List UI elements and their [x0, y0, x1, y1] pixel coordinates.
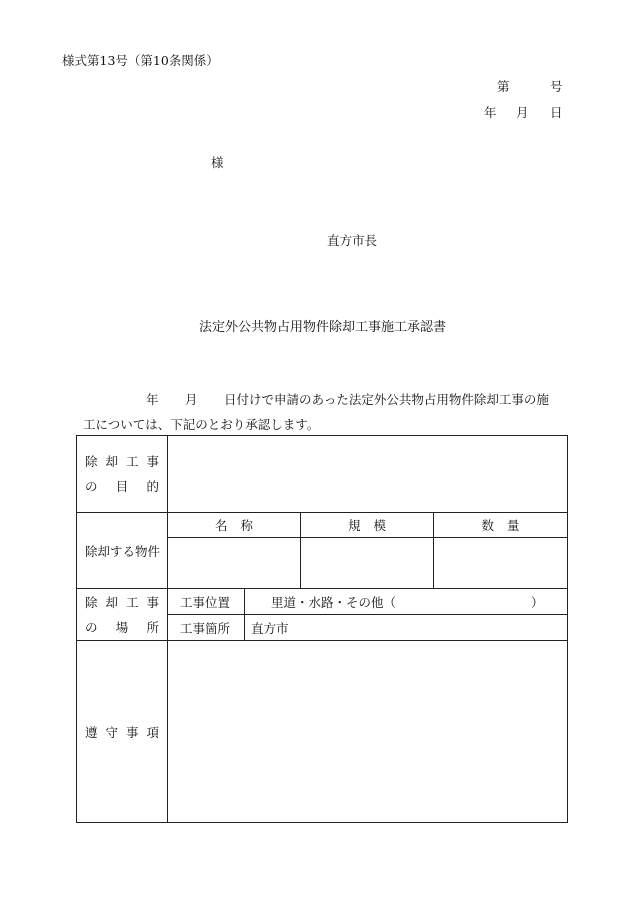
location-label-line-1: 除 却 工 事	[85, 594, 159, 610]
object-quantity-value[interactable]	[434, 538, 568, 589]
number-prefix: 第	[497, 79, 510, 94]
compliance-label-text: 遵 守 事 項	[85, 724, 159, 740]
location-label	[77, 589, 168, 641]
purpose-row	[77, 436, 568, 513]
col-header-name: 名 称	[168, 513, 301, 538]
body-month: 月	[185, 392, 198, 407]
document-title: 法定外公共物占用物件除却工事施工承認書	[199, 320, 447, 335]
purpose-label-line-1: 除 却 工 事	[85, 454, 159, 469]
col-header-scale: 規 模	[301, 513, 434, 538]
compliance-value[interactable]	[168, 641, 568, 823]
object-label: 除却する物件	[77, 513, 168, 589]
object-name-value[interactable]	[168, 538, 301, 589]
compliance-row	[77, 641, 568, 823]
body-text-1: 日付けで申請のあった法定外公共物占用物件除却工事の施	[224, 392, 549, 407]
col-header-quantity: 数 量	[434, 513, 568, 538]
form-number-label: 様式第13号（第10条関係）	[62, 53, 219, 68]
object-scale-value[interactable]	[301, 538, 434, 589]
issuer-name: 直方市長	[327, 233, 378, 248]
purpose-label-line-2: の 目 的	[85, 479, 159, 494]
position-label: 工事位置	[168, 589, 245, 615]
object-header-row	[77, 513, 568, 538]
position-value[interactable]	[245, 589, 568, 615]
approval-table	[76, 435, 568, 823]
position-options: 里道・水路・その他（	[271, 594, 397, 610]
date-day: 日	[550, 105, 563, 120]
purpose-value[interactable]	[168, 436, 568, 513]
body-line-2: 工については、下記のとおり承認します。	[83, 417, 320, 432]
site-label: 工事箇所	[168, 615, 245, 641]
position-close: ）	[531, 595, 544, 610]
number-suffix: 号	[550, 79, 563, 94]
position-row	[77, 589, 568, 615]
purpose-label	[77, 436, 168, 513]
location-label-line-2: の 場 所	[85, 619, 159, 635]
compliance-label	[77, 641, 168, 823]
site-value[interactable]: 直方市	[245, 615, 568, 641]
addressee: 様	[211, 155, 224, 170]
date-year: 年	[484, 105, 497, 120]
body-year: 年	[146, 392, 159, 407]
date-month: 月	[516, 105, 529, 120]
